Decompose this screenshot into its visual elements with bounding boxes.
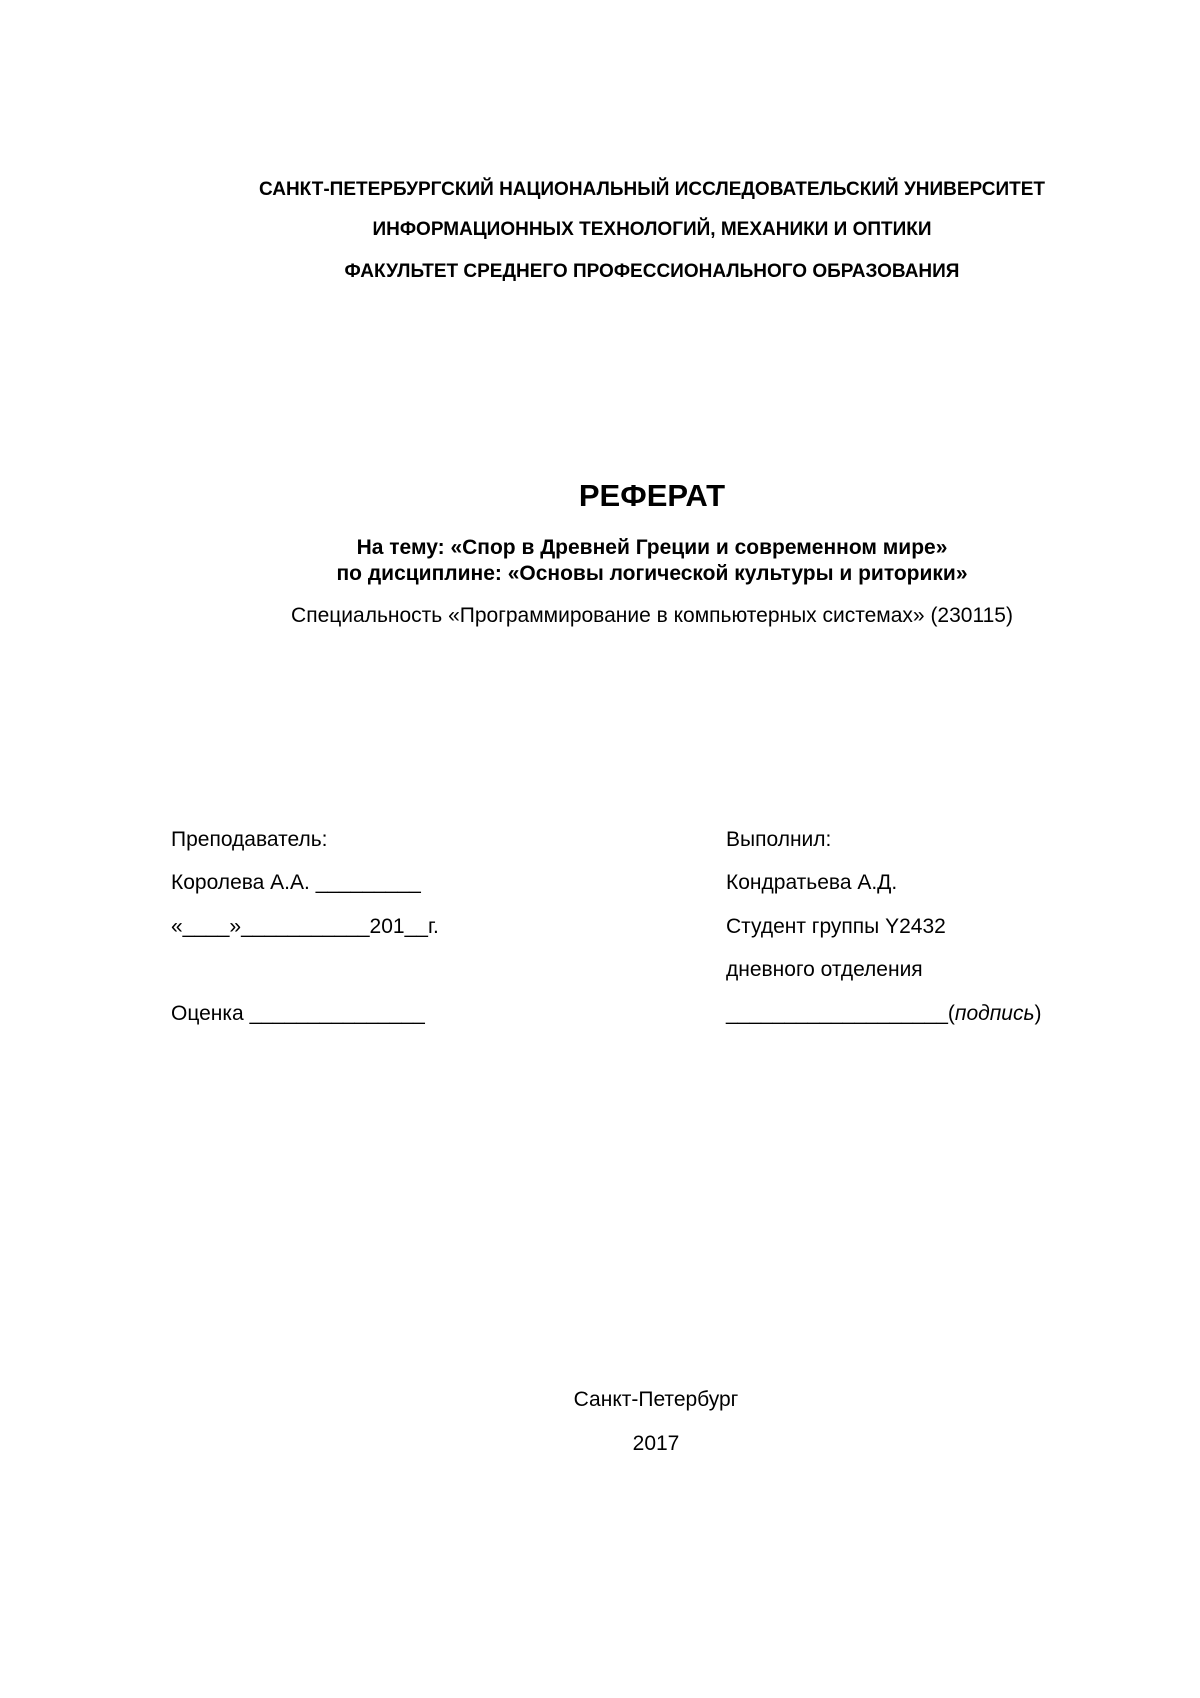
- document-type-title: РЕФЕРАТ: [578, 478, 726, 513]
- grade-line: Оценка _______________: [171, 1002, 425, 1025]
- document-discipline: по дисциплине: «Основы логической культуры и риторики»: [336, 562, 968, 585]
- document-topic: На тему: «Спор в Древней Греции и современном мире»: [356, 536, 948, 559]
- teacher-date-line: «____»___________201__г.: [171, 915, 439, 938]
- teacher-label: Преподаватель:: [171, 828, 328, 851]
- footer-year: 2017: [632, 1432, 680, 1455]
- institution-name-line1: САНКТ-ПЕТЕРБУРГСКИЙ НАЦИОНАЛЬНЫЙ ИССЛЕДОВАТЕЛЬСКИЙ УНИВЕРСИТЕТ: [258, 179, 1046, 200]
- document-specialty: Специальность «Программирование в компьютерных системах» (230115): [291, 604, 1013, 627]
- signature-close: ): [1034, 1002, 1042, 1025]
- student-label: Выполнил:: [726, 828, 832, 851]
- teacher-name-line: Королева А.А. _________: [171, 871, 421, 894]
- institution-name-line2: ИНФОРМАЦИОННЫХ ТЕХНОЛОГИЙ, МЕХАНИКИ И ОПТИКИ: [372, 219, 932, 240]
- signature-blank: ___________________(: [726, 1002, 955, 1025]
- footer-city: Санкт-Петербург: [573, 1388, 739, 1411]
- signature-caption: подпись: [954, 1002, 1035, 1025]
- signature-line: [726, 1001, 1042, 1027]
- faculty-name: ФАКУЛЬТЕТ СРЕДНЕГО ПРОФЕССИОНАЛЬНОГО ОБРАЗОВАНИЯ: [344, 261, 960, 282]
- student-department: дневного отделения: [726, 958, 923, 981]
- student-group: Студент группы Y2432: [726, 915, 946, 938]
- student-name: Кондратьева А.Д.: [726, 871, 898, 894]
